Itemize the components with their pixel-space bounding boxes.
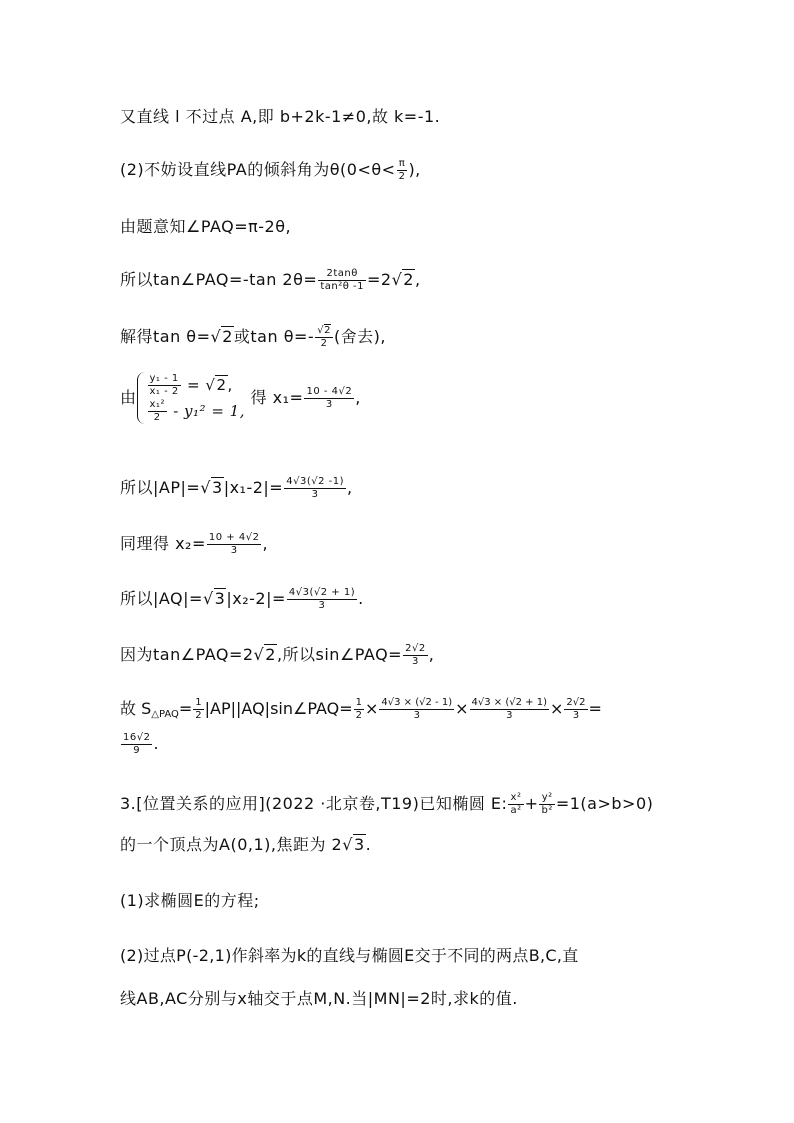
radicand: 3	[212, 478, 223, 497]
fraction-numerator: 1	[195, 697, 202, 708]
fraction-denominator: a²	[510, 805, 522, 816]
fraction	[207, 532, 262, 557]
text-span: |AP||AQ|sin∠PAQ=	[204, 699, 353, 718]
text-span: 同理得 x₂=	[120, 534, 206, 553]
text-span: ,	[428, 645, 435, 664]
fraction-numerator: √2	[317, 325, 331, 336]
fraction	[284, 476, 346, 501]
text-line	[120, 216, 291, 238]
radicand: 3	[353, 835, 365, 854]
text-span: 所以tan∠PAQ=-tan 2θ=	[120, 270, 318, 289]
fraction	[539, 792, 554, 817]
text-line	[120, 945, 579, 967]
brace	[137, 372, 146, 424]
fraction-numerator: 4√3 × (√2 - 1)	[381, 697, 453, 708]
sqrt: √2	[210, 327, 233, 346]
text-span: 得 x₁=	[250, 388, 304, 407]
text-span: 3.[位置关系的应用](2022 ·北京卷,T19)已知椭圆 E:	[120, 794, 508, 813]
text-line	[120, 890, 260, 912]
fraction-denominator: 3	[311, 489, 319, 500]
text-span: 所以|AQ|=	[120, 589, 203, 608]
fraction-denominator: tan²θ -1	[320, 281, 364, 292]
text-span: 解得tan θ=	[120, 327, 211, 346]
text-line	[120, 587, 364, 612]
fraction	[470, 697, 549, 722]
fraction-numerator: x₁²	[149, 399, 165, 410]
fraction-numerator: 10 - 4√2	[306, 385, 353, 397]
fraction-numerator: π	[397, 158, 408, 171]
fraction	[508, 792, 523, 817]
fraction	[564, 697, 587, 722]
text-span: =	[588, 699, 602, 718]
text-span: =1(a>b>0)	[555, 794, 654, 813]
fraction-denominator: b²	[541, 805, 553, 816]
text-span: .	[358, 589, 364, 608]
equation-row: $\frac{\text{y₁ - 1}}{\text{x₁ - 2}}$ = √2,	[149, 373, 233, 397]
fraction	[304, 386, 354, 411]
radicand: 2	[222, 327, 233, 346]
text-line	[120, 158, 421, 183]
equation-row	[147, 398, 245, 424]
text-span: 线AB,AC分别与x轴交于点M,N.当|MN|=2时,求k的值.	[120, 989, 518, 1008]
text-span: 故 S	[120, 699, 152, 718]
plus-sign: +	[524, 794, 539, 813]
text-line	[120, 476, 353, 501]
fraction-denominator: 2	[355, 710, 362, 721]
fraction	[148, 373, 181, 398]
fraction	[315, 325, 333, 350]
text-span: 所以|AP|=	[120, 478, 201, 497]
fraction-numerator: 2√2	[405, 643, 426, 654]
sqrt: √2	[253, 645, 276, 664]
text-span: .	[153, 734, 160, 753]
fraction-denominator: 2	[153, 412, 161, 423]
text-span: 由题意知∠PAQ=π-2θ,	[120, 217, 292, 236]
text-span: ,所以sin∠PAQ=	[276, 645, 403, 664]
text-span: ),	[408, 160, 421, 179]
sqrt: √2	[391, 270, 414, 289]
fraction	[193, 697, 203, 722]
text-line	[120, 268, 421, 293]
radicand: 2	[403, 270, 414, 289]
equation-text: - y₁² = 1,	[167, 402, 245, 420]
fraction-denominator: 3	[230, 545, 238, 556]
fraction-numerator: 2√2	[566, 697, 586, 708]
text-line	[120, 697, 602, 726]
text-span: ,	[414, 270, 421, 289]
fraction-denominator: 3	[413, 710, 420, 721]
text-span: |x₁-2|=	[223, 478, 284, 497]
fraction	[397, 158, 408, 183]
text-line	[120, 834, 371, 856]
text-line	[120, 792, 653, 817]
fraction	[403, 643, 428, 668]
sqrt: √2	[205, 376, 227, 394]
fraction	[148, 399, 167, 424]
text-span: .	[365, 835, 372, 854]
fraction	[318, 268, 366, 293]
fraction-denominator: 3	[411, 656, 419, 667]
subscript: △PAQ	[151, 709, 179, 720]
fraction-denominator: 3	[325, 398, 333, 410]
times-sign: ×	[455, 699, 469, 718]
text-span: |x₂-2|=	[226, 589, 286, 608]
text-line	[120, 372, 361, 424]
fraction-denominator: 3	[318, 600, 326, 611]
text-span: 因为tan∠PAQ=2	[120, 645, 254, 664]
fraction	[354, 697, 364, 722]
times-sign: ×	[365, 699, 379, 718]
fraction-denominator: 2	[398, 171, 406, 182]
text-span: ,	[262, 534, 269, 553]
fraction	[287, 587, 357, 612]
fraction-denominator: 2	[195, 710, 202, 721]
text-span: ,	[347, 478, 353, 497]
text-span: ,	[355, 388, 361, 407]
text-line	[120, 643, 434, 668]
text-span: (2)不妨设直线PA的倾斜角为θ(0<θ<	[120, 160, 396, 179]
radicand: 2	[216, 376, 227, 394]
fraction-numerator: 2tanθ	[318, 268, 366, 281]
text-span: (2)过点P(-2,1)作斜率为k的直线与椭圆E交于不同的两点B,C,直	[120, 946, 579, 965]
fraction-numerator: 4√3(√2 + 1)	[288, 587, 356, 598]
text-span: =2	[366, 270, 392, 289]
fraction-denominator: 2	[320, 338, 328, 349]
text-line	[120, 988, 518, 1010]
fraction-denominator: 9	[133, 745, 141, 756]
fraction-denominator: x₁ - 2	[149, 386, 179, 397]
text-line	[120, 732, 159, 757]
text-span: =	[178, 699, 193, 718]
sqrt: √3	[342, 835, 365, 854]
text-span: (舍去),	[333, 327, 387, 346]
fraction-numerator: 4√3(√2 -1)	[286, 476, 345, 487]
equation-system	[137, 372, 245, 424]
text-line	[120, 106, 440, 128]
text-span: 由	[120, 388, 137, 407]
fraction-numerator: y₁ - 1	[149, 373, 179, 384]
text-line	[120, 532, 268, 557]
text-span: 的一个顶点为A(0,1),焦距为 2	[120, 835, 343, 854]
fraction-numerator: x²	[508, 792, 523, 805]
text-line	[120, 325, 386, 350]
fraction	[121, 732, 152, 757]
fraction-denominator: 3	[506, 710, 513, 721]
radicand: 2	[324, 325, 331, 336]
text-span: 或tan θ=-	[233, 327, 315, 346]
sqrt: √3	[200, 478, 223, 497]
radicand: 2	[265, 645, 276, 664]
radicand: 3	[214, 589, 226, 608]
text-span: 又直线 l 不过点 A,即 b+2k-1≠0,故 k=-1.	[120, 107, 441, 126]
times-sign: ×	[549, 699, 564, 718]
fraction-numerator: y²	[539, 792, 554, 805]
fraction	[379, 697, 454, 722]
text-span: (1)求椭圆E的方程;	[120, 891, 260, 910]
fraction-denominator: 3	[572, 710, 580, 721]
fraction-numerator: 1	[355, 697, 362, 708]
fraction-numerator: 4√3 × (√2 + 1)	[471, 697, 547, 708]
fraction-numerator: 10 + 4√2	[208, 532, 260, 543]
sqrt: √3	[202, 589, 226, 608]
fraction-numerator: 16√2	[123, 732, 151, 743]
